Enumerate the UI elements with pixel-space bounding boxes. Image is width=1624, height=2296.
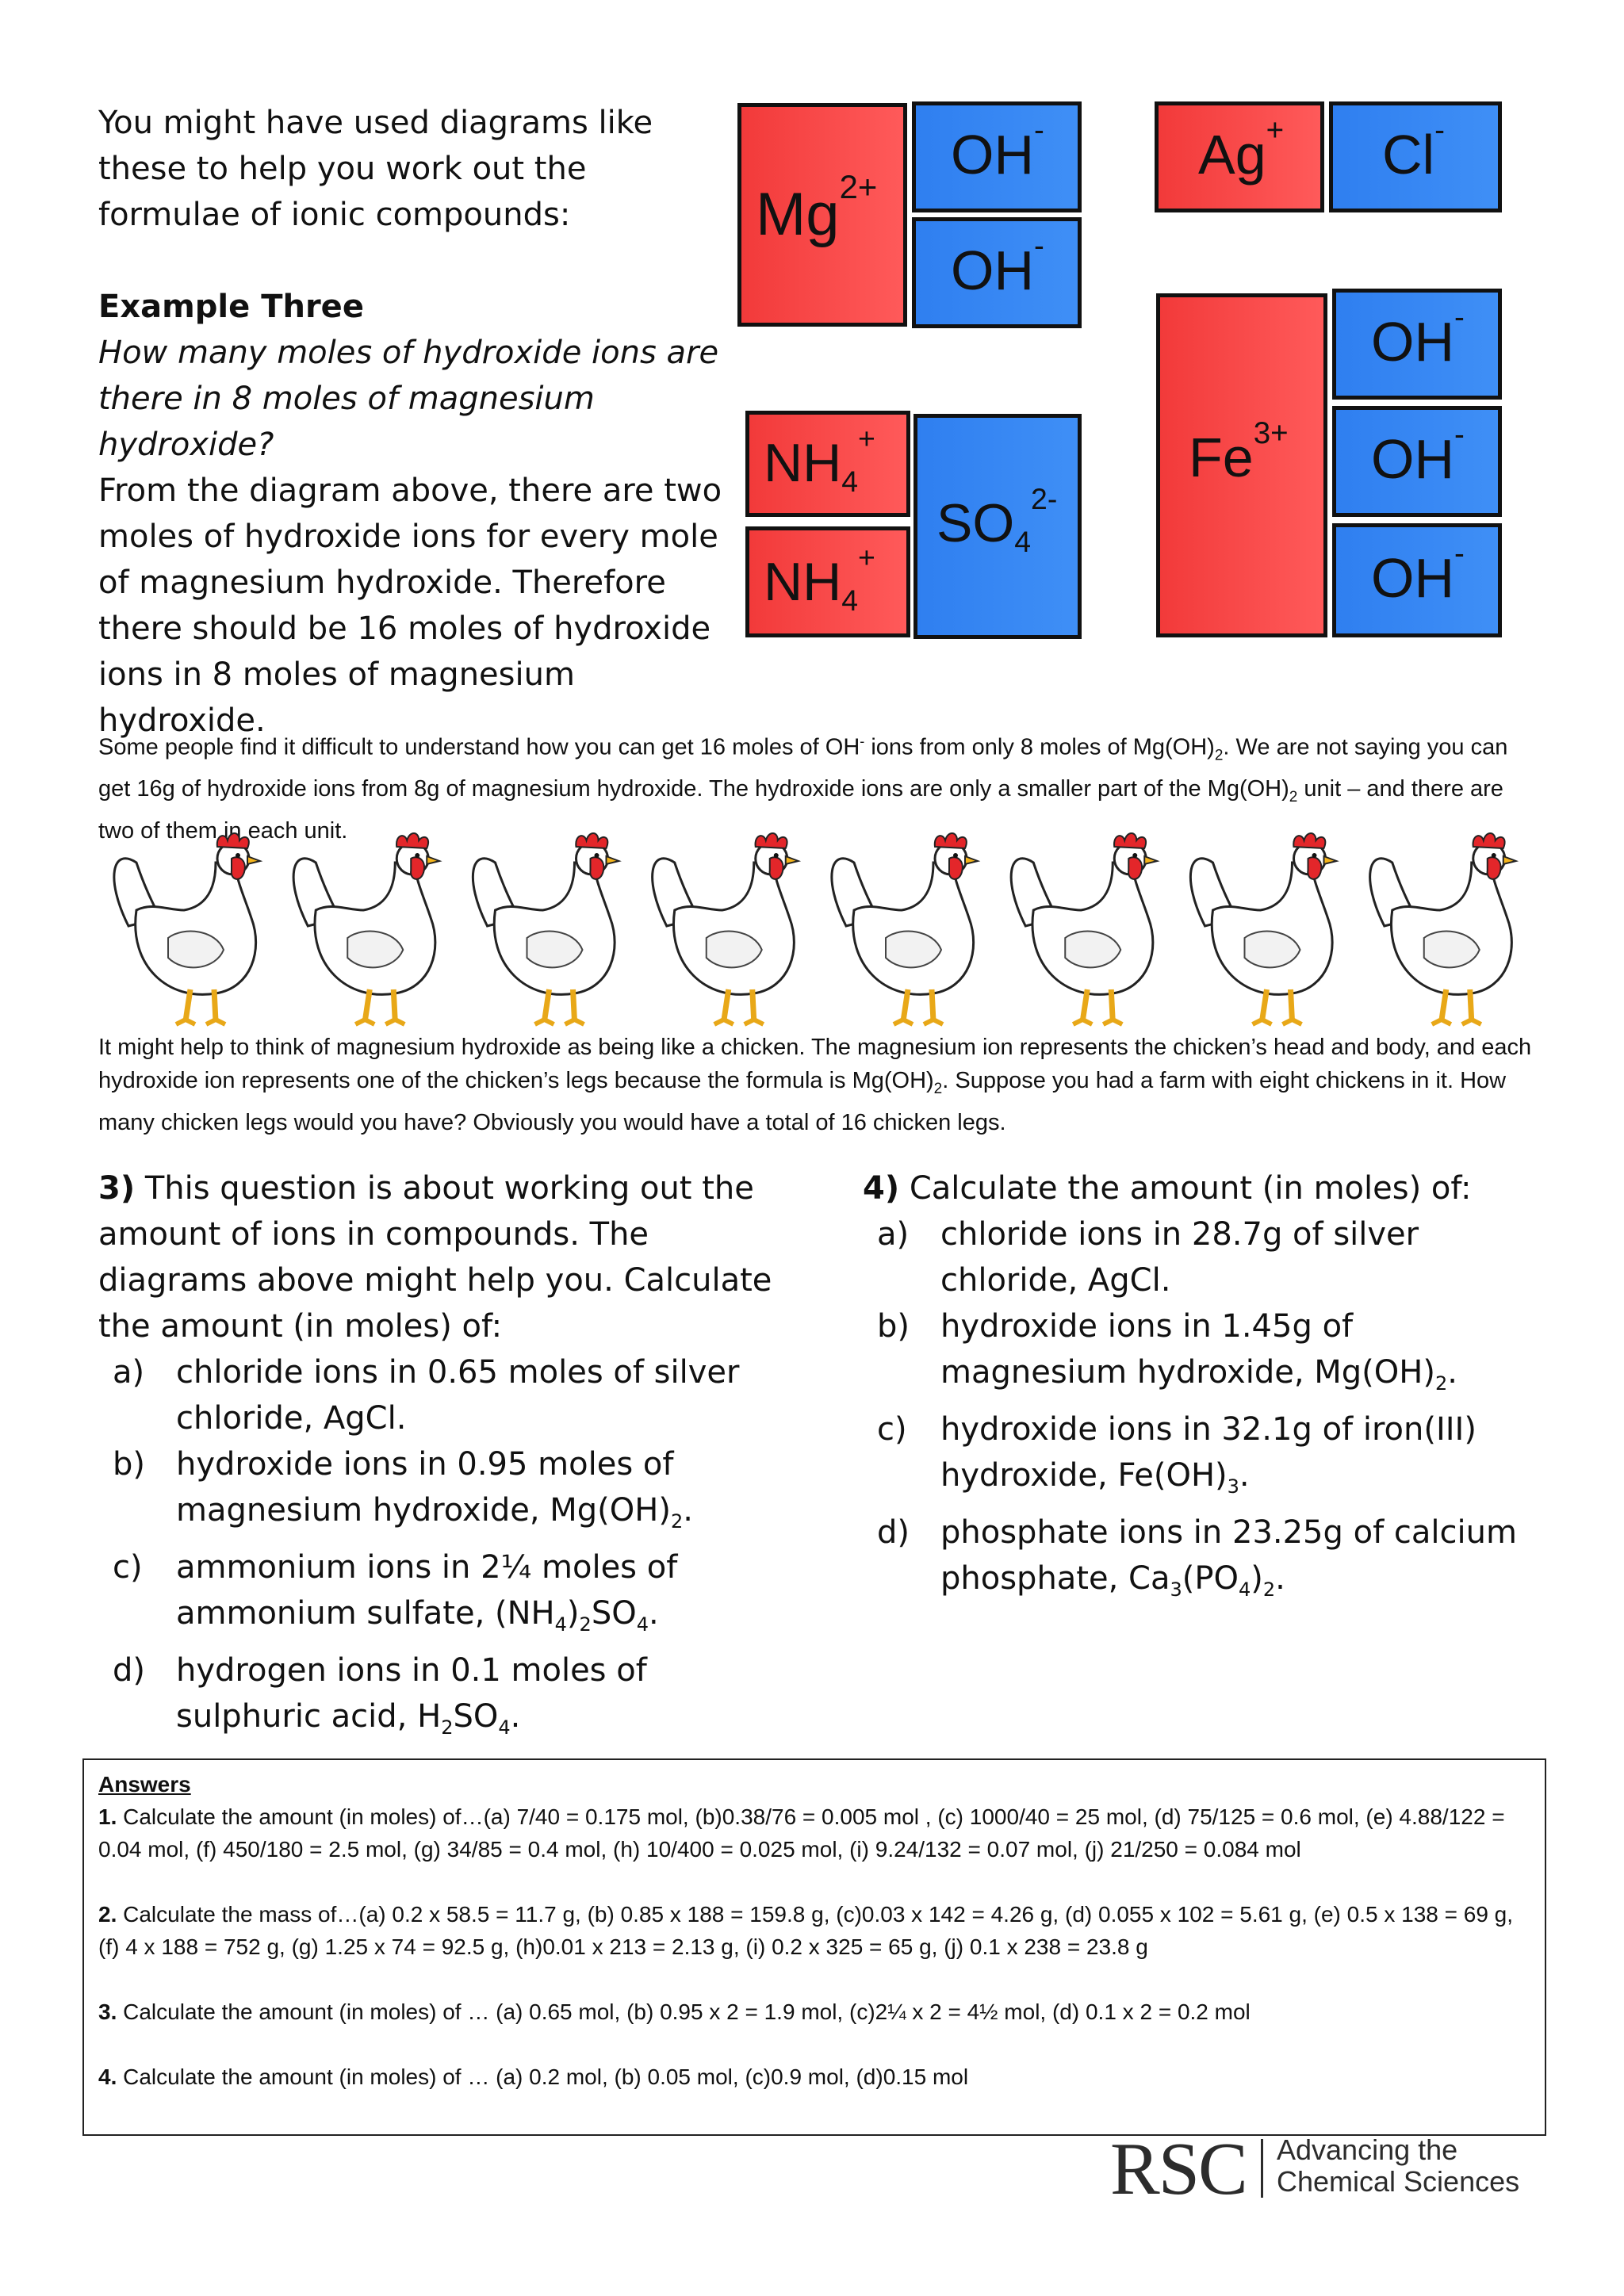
question-4-stem-text: Calculate the amount (in moles) of: (909, 1170, 1472, 1207)
question-3-parts (98, 1349, 788, 1751)
part-label: d) (113, 1652, 145, 1689)
part-text: ) (1251, 1560, 1263, 1597)
ion-nh4 (745, 526, 910, 637)
ion-oh-charge: - (1454, 536, 1465, 571)
question-3-stem-text: This question is about working out the amount of ions in compounds. The diagrams above might help you. Calculate the amount (in moles) of: (98, 1170, 772, 1345)
ion-oh-symbol: OH (1371, 428, 1454, 490)
para2-b: . Suppose you had a farm with eight chickens in it. How many chicken legs would you have? Obviously you would have a total of 16 chicken legs. (98, 1068, 1507, 1135)
para1-c: . We are not saying you can get 16g of hydroxide ions from 8g of magnesium hydroxide. The hydroxide ions are only a smaller part of the Mg(OH) (98, 734, 1508, 802)
part-subscript: 3 (1227, 1475, 1239, 1498)
answer-1 (98, 1800, 1530, 1866)
ion-so4-subscript: 4 (1014, 525, 1032, 559)
question-4-parts (863, 1211, 1545, 1613)
part-text: (PO (1182, 1560, 1239, 1597)
ion-mg (737, 103, 907, 327)
chicken-illustration (114, 833, 260, 1024)
chicken-analogy-paragraph (98, 1031, 1542, 1139)
answers-title: Answers (98, 1772, 191, 1797)
ion-oh-symbol: OH (951, 124, 1034, 186)
part-subscript: 4 (498, 1716, 511, 1739)
answer-text: Calculate the amount (in moles) of…(a) 7/40 = 0.175 mol, (b)0.38/76 = 0.005 mol , (c) 1000/40 = 25 mol, (d) 75/125 = 0.6 mol, (e) 4.88/122 = 0.04 mol, (f) 450/180 = 2.5 mol, (g) 34/85 = 0.4 mol, (h) 10/400 = 0.025 mol, (i) 9.24/132 = 0.07 mol, (j) 21/250 = 0.084 mol (98, 1804, 1505, 1862)
chicken-illustration (1011, 833, 1157, 1024)
part-subscript: 3 (1170, 1578, 1182, 1601)
ion-fe-symbol: Fe (1189, 427, 1254, 488)
question-3c (113, 1544, 788, 1647)
question-3 (98, 1165, 788, 1751)
part-end: . (1447, 1354, 1457, 1391)
para2-a: It might help to think of magnesium hydroxide as being like a chicken. The magnesium ion represents the chicken’s head and body, and each hydroxide ion represents one of the chicken’s legs because the formula is Mg(OH) (98, 1035, 1532, 1093)
part-subscript: 4 (636, 1613, 649, 1636)
part-subscript: 2 (441, 1716, 454, 1739)
chicken-row (95, 825, 1530, 1031)
ion-mg-charge: 2+ (839, 168, 878, 206)
part-label: a) (877, 1216, 910, 1253)
answer-3 (98, 1996, 1530, 2028)
answer-text: Calculate the amount (in moles) of … (a) 0.65 mol, (b) 0.95 x 2 = 1.9 mol, (c)2¼ x 2 = 4½ mol, (d) 0.1 x 2 = 0.2 mol (117, 1999, 1251, 2024)
ion-oh-symbol: OH (1371, 547, 1454, 609)
part-label: b) (877, 1308, 910, 1345)
ion-oh (912, 101, 1082, 212)
ion-nh4-charge: + (858, 540, 875, 574)
part-text: phosphate ions in 23.25g of calcium phosphate, Ca (940, 1514, 1517, 1597)
part-text: hydroxide ions in 0.95 moles of magnesium hydroxide, Mg(OH) (176, 1446, 674, 1529)
answer-number: 2. (98, 1902, 117, 1927)
chicken-illustration (1370, 833, 1516, 1024)
part-subscript: 4 (1238, 1578, 1251, 1601)
para2-a-sub: 2 (933, 1080, 943, 1097)
question-3a (113, 1349, 788, 1441)
part-end: . (1239, 1457, 1250, 1494)
para1-a: Some people find it difficult to understand how you can get 16 moles of OH (98, 734, 860, 760)
ion-so4-charge: 2- (1031, 481, 1058, 515)
question-4-stem (863, 1165, 1545, 1211)
ion-oh (1332, 406, 1502, 517)
question-4c (877, 1406, 1545, 1510)
part-subscript: 2 (579, 1613, 592, 1636)
ion-cl (1329, 101, 1502, 212)
ion-oh-symbol: OH (951, 239, 1034, 301)
ion-nh4-charge: + (858, 421, 875, 455)
ion-oh-symbol: OH (1371, 311, 1454, 373)
chicken-illustration (832, 833, 978, 1024)
part-text: ) (566, 1595, 580, 1632)
para1-b: ions from only 8 moles of Mg(OH) (864, 734, 1215, 760)
rsc-logo (1110, 2128, 1530, 2210)
question-4b (877, 1303, 1545, 1406)
answer-number: 1. (98, 1804, 117, 1829)
part-text: hydroxide ions in 32.1g of iron(III) hydroxide, Fe(OH) (940, 1411, 1477, 1494)
para1-a-sup: - (860, 733, 865, 749)
ion-nh4-symbol: NH (764, 433, 842, 493)
ion-cl-charge: - (1434, 113, 1445, 147)
answers-box (82, 1758, 1546, 2136)
part-text: hydroxide ions in 1.45g of magnesium hydroxide, Mg(OH) (940, 1308, 1435, 1391)
ion-ag-symbol: Ag (1198, 124, 1266, 186)
answer-number: 4. (98, 2064, 117, 2089)
chicken-illustration (293, 833, 439, 1024)
ion-nh4-subscript: 4 (841, 584, 859, 618)
part-subscript: 2 (670, 1510, 684, 1533)
chicken-illustration (473, 833, 619, 1024)
answer-4 (98, 2061, 1530, 2093)
rsc-tagline-line2: Chemical Sciences (1277, 2165, 1520, 2198)
rsc-logo-tagline (1277, 2134, 1519, 2198)
ion-oh-charge: - (1034, 228, 1044, 263)
ion-fe-charge: 3+ (1253, 415, 1289, 450)
ion-nh4-symbol: NH (764, 552, 842, 612)
part-text: SO (591, 1595, 637, 1632)
question-3-number: 3) (98, 1170, 136, 1207)
ion-ag (1155, 101, 1324, 212)
answer-text: Calculate the mass of…(a) 0.2 x 58.5 = 11.7 g, (b) 0.85 x 188 = 159.8 g, (c)0.03 x 142 = 4.26 g, (d) 0.055 x 102 = 5.61 g, (e) 0.5 x 138 = 69 g, (f) 4 x 188 = 752 g, (g) 1.25 x 74 = 92.5 g, (h)0.01 x 213 = 2.13 g, (i) 0.2 x 325 = 65 g, (j) 0.1 x 238 = 23.8 g (98, 1902, 1514, 1959)
part-text: ammonium ions in 2¼ moles of ammonium sulfate, (NH (176, 1549, 678, 1632)
ion-oh (1332, 523, 1502, 637)
para1-b-sub: 2 (1214, 747, 1224, 764)
question-4-number: 4) (863, 1170, 900, 1207)
part-text: chloride ions in 0.65 moles of silver chloride, AgCl. (176, 1354, 740, 1437)
answer-text: Calculate the amount (in moles) of … (a) 0.2 mol, (b) 0.05 mol, (c)0.9 mol, (d)0.15 mol (117, 2064, 969, 2089)
answer-2 (98, 1898, 1530, 1963)
part-label: c) (877, 1411, 907, 1448)
example-answer: From the diagram above, there are two moles of hydroxide ions for every mole of magnesium hydroxide. Therefore there should be 16 moles of hydroxide ions in 8 moles of magnesium hydroxide. (98, 473, 722, 739)
part-text: SO (453, 1698, 499, 1735)
question-3b (113, 1441, 788, 1544)
example-question: How many moles of hydroxide ions are there in 8 moles of magnesium hydroxide? (98, 335, 719, 463)
intro-text: You might have used diagrams like these to help you work out the formulae of ionic compounds: (98, 105, 653, 233)
question-4d (877, 1510, 1545, 1613)
ion-so4 (914, 414, 1082, 639)
part-label: b) (113, 1446, 145, 1483)
part-label: c) (113, 1549, 143, 1586)
intro-section (98, 100, 733, 744)
rsc-logo-word: RSC (1110, 2128, 1247, 2210)
para1-c-sub: 2 (1289, 789, 1298, 806)
part-subscript: 4 (554, 1613, 567, 1636)
question-3-stem (98, 1165, 788, 1349)
ion-oh-charge: - (1454, 417, 1465, 452)
question-3d (113, 1647, 788, 1751)
chicken-illustration (653, 833, 799, 1024)
part-subscript: 2 (1262, 1578, 1276, 1601)
part-end: . (1275, 1560, 1285, 1597)
part-end: . (648, 1595, 659, 1632)
example-heading: Example Three (98, 289, 364, 325)
part-text: hydrogen ions in 0.1 moles of sulphuric acid, H (176, 1652, 647, 1735)
question-4 (863, 1165, 1545, 1613)
ion-nh4-subscript: 4 (841, 465, 859, 499)
question-4a (877, 1211, 1545, 1303)
ion-mg-symbol: Mg (756, 181, 840, 248)
part-label: a) (113, 1354, 145, 1391)
part-end: . (510, 1698, 521, 1735)
ion-oh (1332, 289, 1502, 400)
ion-oh (912, 217, 1082, 328)
part-label: d) (877, 1514, 910, 1551)
ion-fe (1156, 293, 1327, 637)
para1-d: unit – and there are two of them in each unit. (98, 776, 1503, 844)
part-subscript: 2 (1434, 1372, 1448, 1395)
ion-ag-charge: + (1266, 113, 1285, 147)
rsc-logo-divider (1261, 2139, 1263, 2198)
ion-cl-symbol: Cl (1382, 124, 1435, 186)
part-text: chloride ions in 28.7g of silver chloride, AgCl. (940, 1216, 1419, 1299)
ion-so4-symbol: SO (936, 493, 1015, 553)
rsc-tagline-line1: Advancing the (1277, 2133, 1458, 2166)
part-end: . (683, 1492, 693, 1529)
ion-oh-charge: - (1454, 300, 1465, 335)
answer-number: 3. (98, 1999, 117, 2024)
chicken-illustration (1190, 833, 1336, 1024)
ion-nh4 (745, 411, 910, 517)
ion-oh-charge: - (1034, 113, 1044, 147)
